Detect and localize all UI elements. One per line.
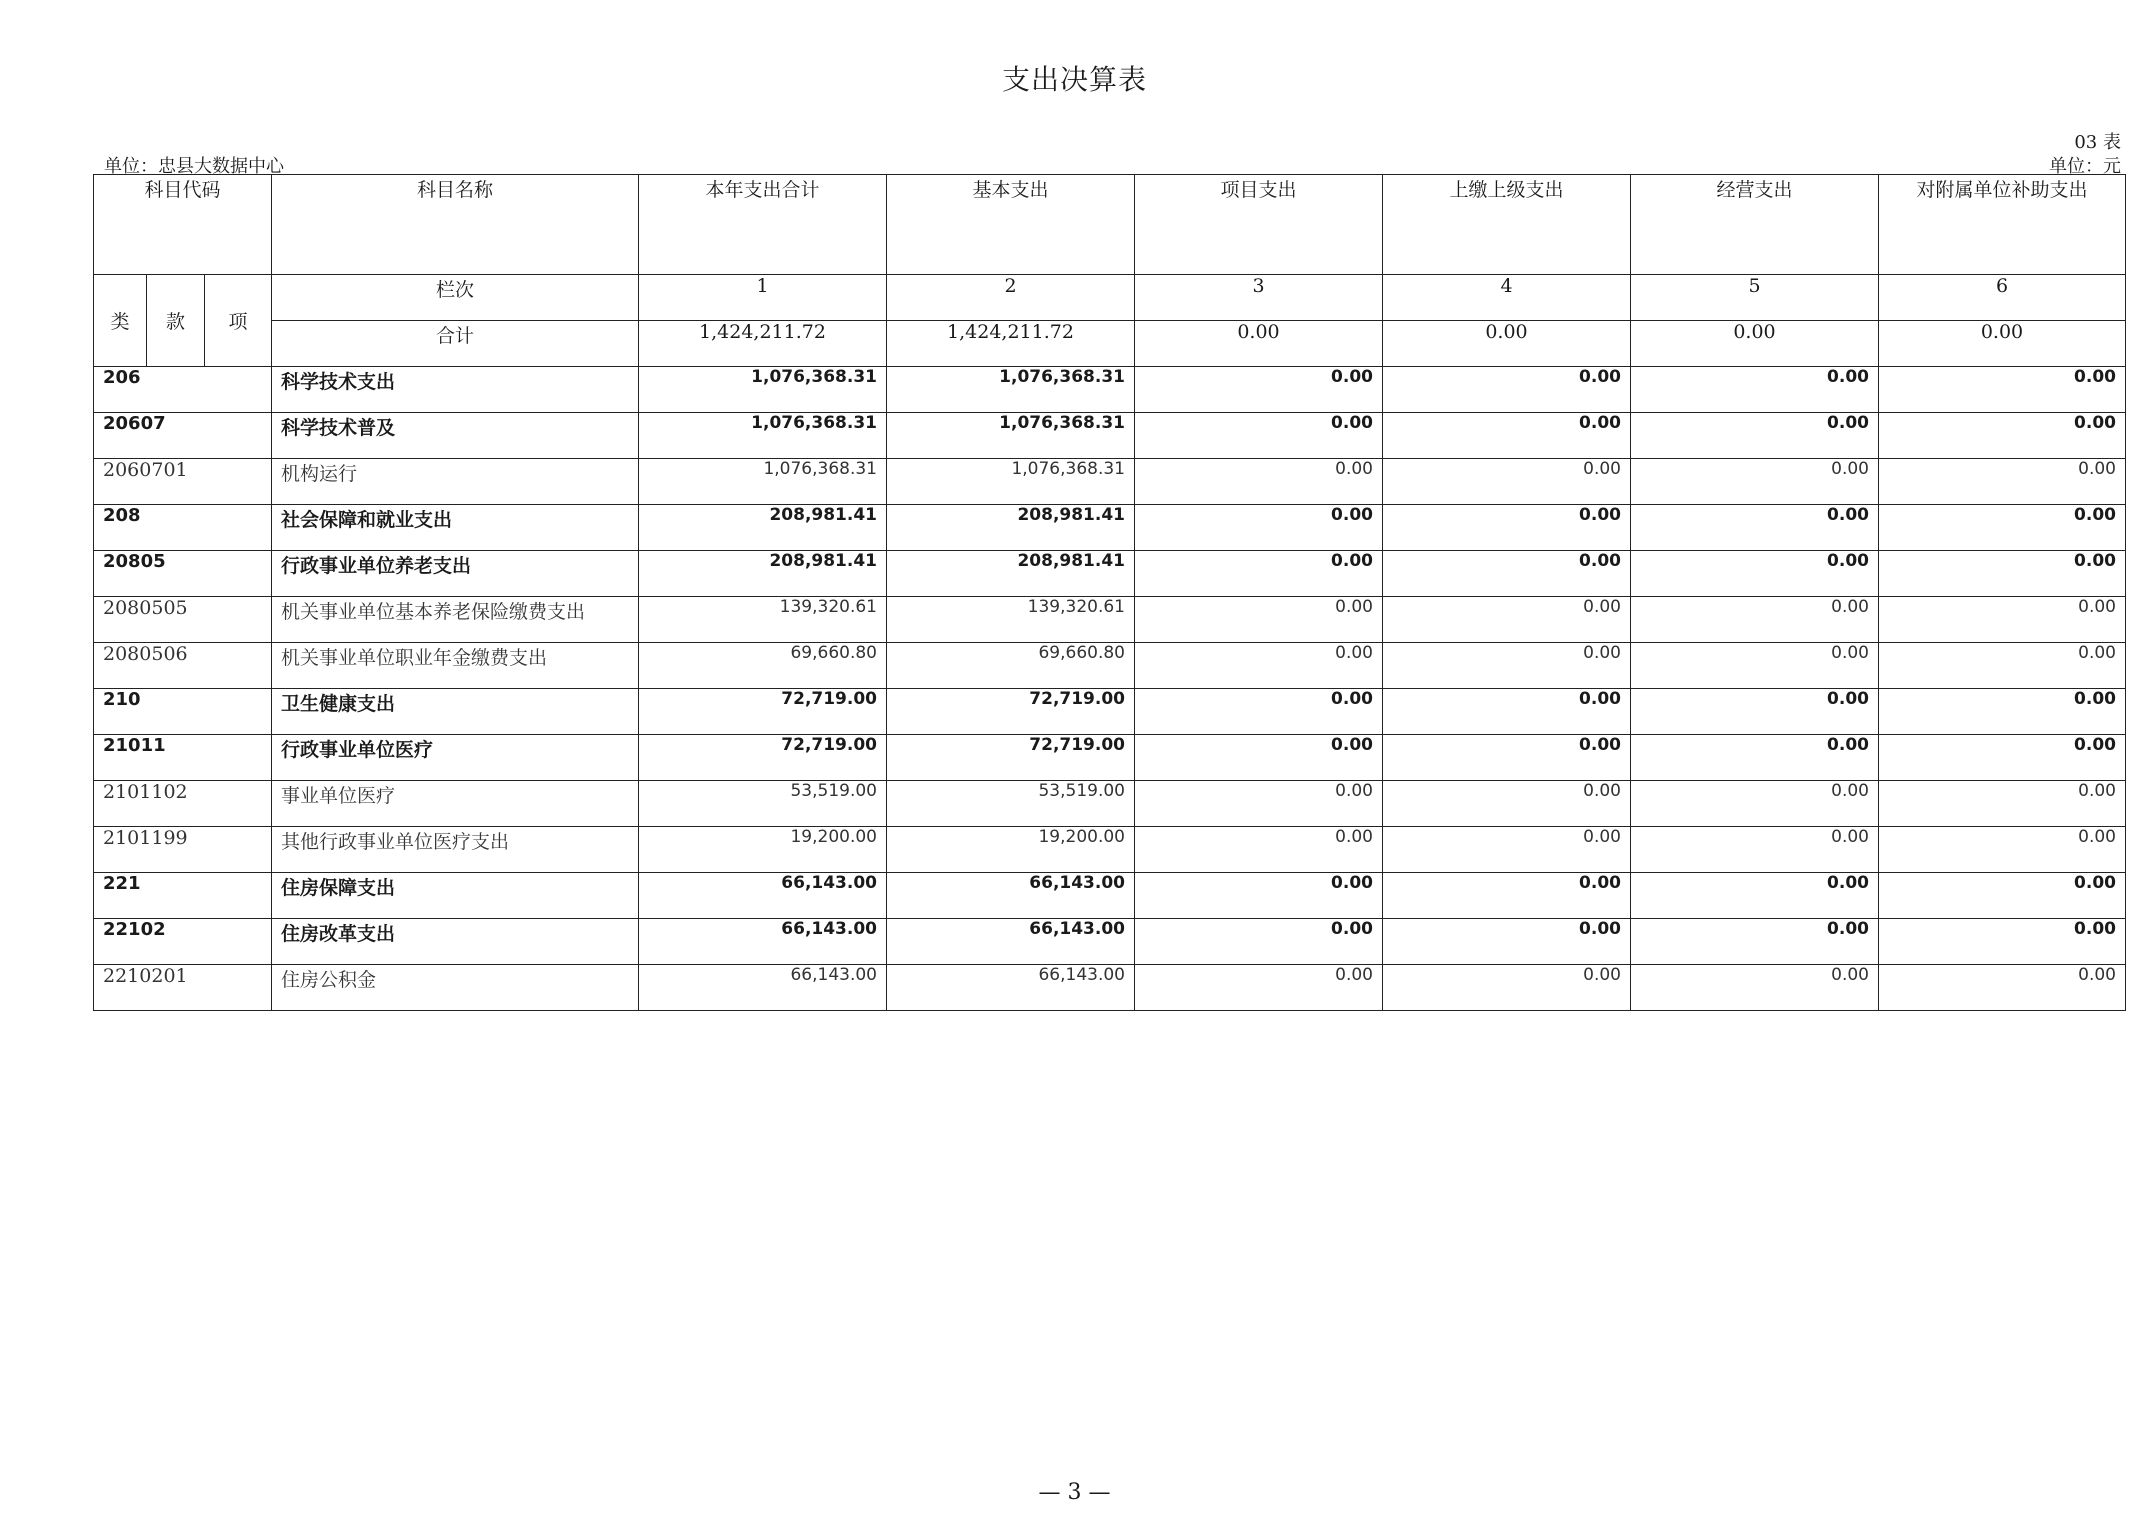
row-code: 208	[94, 505, 272, 551]
currency-unit: 单位：元	[2049, 156, 2121, 177]
header-code: 科目代码	[94, 175, 272, 275]
row-total-value: 208,981.41	[639, 551, 887, 597]
row-name: 机构运行	[272, 459, 639, 505]
reporting-unit: 单位：忠县大数据中心	[104, 156, 284, 177]
row-name: 社会保障和就业支出	[272, 505, 639, 551]
row-remit-value: 0.00	[1383, 919, 1631, 965]
row-operating-value: 0.00	[1631, 873, 1879, 919]
row-total-value: 1,076,368.31	[639, 367, 887, 413]
row-name: 科学技术支出	[272, 367, 639, 413]
row-project-value: 0.00	[1135, 919, 1383, 965]
row-code: 21011	[94, 735, 272, 781]
row-basic-value: 66,143.00	[887, 919, 1135, 965]
row-project-value: 0.00	[1135, 781, 1383, 827]
row-code: 2060701	[94, 459, 272, 505]
row-operating-value: 0.00	[1631, 367, 1879, 413]
row-total-value: 1,076,368.31	[639, 413, 887, 459]
row-project-value: 0.00	[1135, 735, 1383, 781]
header-name: 科目名称	[272, 175, 639, 275]
row-name: 事业单位医疗	[272, 781, 639, 827]
column-number-row	[94, 275, 2126, 321]
row-project-value: 0.00	[1135, 597, 1383, 643]
row-remit-value: 0.00	[1383, 367, 1631, 413]
row-basic-value: 1,076,368.31	[887, 459, 1135, 505]
row-operating-value: 0.00	[1631, 597, 1879, 643]
row-code: 20805	[94, 551, 272, 597]
row-total-value: 19,200.00	[639, 827, 887, 873]
table-row	[94, 919, 2126, 965]
row-remit-value: 0.00	[1383, 643, 1631, 689]
row-code: 2080506	[94, 643, 272, 689]
table-row	[94, 643, 2126, 689]
row-total-value: 72,719.00	[639, 735, 887, 781]
header-total: 本年支出合计	[639, 175, 887, 275]
row-remit-value: 0.00	[1383, 505, 1631, 551]
total-value-5: 0.00	[1631, 321, 1879, 367]
row-remit-value: 0.00	[1383, 459, 1631, 505]
row-project-value: 0.00	[1135, 367, 1383, 413]
row-subsidy-value: 0.00	[1879, 367, 2126, 413]
xiang-label: 项	[205, 275, 272, 367]
row-operating-value: 0.00	[1631, 781, 1879, 827]
row-basic-value: 69,660.80	[887, 643, 1135, 689]
row-code: 210	[94, 689, 272, 735]
col-number-6: 6	[1879, 275, 2126, 321]
row-name: 机关事业单位职业年金缴费支出	[272, 643, 639, 689]
row-operating-value: 0.00	[1631, 735, 1879, 781]
table-row	[94, 781, 2126, 827]
row-operating-value: 0.00	[1631, 505, 1879, 551]
row-remit-value: 0.00	[1383, 735, 1631, 781]
row-total-value: 72,719.00	[639, 689, 887, 735]
row-subsidy-value: 0.00	[1879, 965, 2126, 1011]
header-row	[94, 175, 2126, 275]
row-subsidy-value: 0.00	[1879, 551, 2126, 597]
total-value-3: 0.00	[1135, 321, 1383, 367]
header-remit: 上缴上级支出	[1383, 175, 1631, 275]
row-project-value: 0.00	[1135, 827, 1383, 873]
row-basic-value: 66,143.00	[887, 873, 1135, 919]
row-subsidy-value: 0.00	[1879, 643, 2126, 689]
lei-label: 类	[94, 275, 147, 367]
col-number-5: 5	[1631, 275, 1879, 321]
row-total-value: 69,660.80	[639, 643, 887, 689]
table-row	[94, 367, 2126, 413]
table-row	[94, 735, 2126, 781]
row-subsidy-value: 0.00	[1879, 597, 2126, 643]
row-total-value: 53,519.00	[639, 781, 887, 827]
row-project-value: 0.00	[1135, 505, 1383, 551]
header-project: 项目支出	[1135, 175, 1383, 275]
row-basic-value: 1,076,368.31	[887, 413, 1135, 459]
row-operating-value: 0.00	[1631, 965, 1879, 1011]
row-basic-value: 19,200.00	[887, 827, 1135, 873]
row-basic-value: 53,519.00	[887, 781, 1135, 827]
row-subsidy-value: 0.00	[1879, 689, 2126, 735]
row-name: 机关事业单位基本养老保险缴费支出	[272, 597, 639, 643]
row-name: 行政事业单位医疗	[272, 735, 639, 781]
row-remit-value: 0.00	[1383, 413, 1631, 459]
row-subsidy-value: 0.00	[1879, 873, 2126, 919]
row-code: 22102	[94, 919, 272, 965]
row-project-value: 0.00	[1135, 413, 1383, 459]
table-row	[94, 873, 2126, 919]
row-total-value: 66,143.00	[639, 965, 887, 1011]
total-label: 合计	[272, 321, 639, 367]
row-remit-value: 0.00	[1383, 597, 1631, 643]
total-value-2: 1,424,211.72	[887, 321, 1135, 367]
row-name: 行政事业单位养老支出	[272, 551, 639, 597]
row-project-value: 0.00	[1135, 873, 1383, 919]
table-row	[94, 551, 2126, 597]
row-remit-value: 0.00	[1383, 689, 1631, 735]
row-total-value: 208,981.41	[639, 505, 887, 551]
row-code: 2080505	[94, 597, 272, 643]
row-remit-value: 0.00	[1383, 965, 1631, 1011]
report-title: 支出决算表	[1001, 63, 1147, 96]
row-basic-value: 139,320.61	[887, 597, 1135, 643]
kuan-label: 款	[147, 275, 205, 367]
col-number-4: 4	[1383, 275, 1631, 321]
row-subsidy-value: 0.00	[1879, 505, 2126, 551]
page-number: — 3 —	[1038, 1480, 1111, 1505]
row-code: 2101199	[94, 827, 272, 873]
row-basic-value: 66,143.00	[887, 965, 1135, 1011]
row-subsidy-value: 0.00	[1879, 459, 2126, 505]
row-project-value: 0.00	[1135, 643, 1383, 689]
row-basic-value: 72,719.00	[887, 735, 1135, 781]
row-remit-value: 0.00	[1383, 873, 1631, 919]
table-row	[94, 689, 2126, 735]
row-basic-value: 72,719.00	[887, 689, 1135, 735]
row-code: 2210201	[94, 965, 272, 1011]
row-code: 2101102	[94, 781, 272, 827]
total-value-1: 1,424,211.72	[639, 321, 887, 367]
row-operating-value: 0.00	[1631, 413, 1879, 459]
row-operating-value: 0.00	[1631, 459, 1879, 505]
row-name: 其他行政事业单位医疗支出	[272, 827, 639, 873]
expenditure-table	[93, 174, 2126, 1011]
row-operating-value: 0.00	[1631, 919, 1879, 965]
header-basic: 基本支出	[887, 175, 1135, 275]
total-row	[94, 321, 2126, 367]
row-subsidy-value: 0.00	[1879, 919, 2126, 965]
row-basic-value: 208,981.41	[887, 551, 1135, 597]
row-remit-value: 0.00	[1383, 827, 1631, 873]
row-basic-value: 1,076,368.31	[887, 367, 1135, 413]
row-name: 科学技术普及	[272, 413, 639, 459]
header-operating: 经营支出	[1631, 175, 1879, 275]
row-subsidy-value: 0.00	[1879, 413, 2126, 459]
row-code: 221	[94, 873, 272, 919]
row-project-value: 0.00	[1135, 689, 1383, 735]
table-row	[94, 597, 2126, 643]
row-total-value: 66,143.00	[639, 919, 887, 965]
table-row	[94, 459, 2126, 505]
row-remit-value: 0.00	[1383, 781, 1631, 827]
table-row	[94, 965, 2126, 1011]
col-number-3: 3	[1135, 275, 1383, 321]
row-name: 卫生健康支出	[272, 689, 639, 735]
row-subsidy-value: 0.00	[1879, 735, 2126, 781]
table-row	[94, 413, 2126, 459]
row-total-value: 66,143.00	[639, 873, 887, 919]
row-project-value: 0.00	[1135, 459, 1383, 505]
lanci-label: 栏次	[272, 275, 639, 321]
row-remit-value: 0.00	[1383, 551, 1631, 597]
table-row	[94, 827, 2126, 873]
row-subsidy-value: 0.00	[1879, 827, 2126, 873]
row-name: 住房公积金	[272, 965, 639, 1011]
row-total-value: 139,320.61	[639, 597, 887, 643]
header-subsidy: 对附属单位补助支出	[1879, 175, 2126, 275]
row-basic-value: 208,981.41	[887, 505, 1135, 551]
row-name: 住房改革支出	[272, 919, 639, 965]
form-number: 03 表	[2074, 132, 2121, 153]
row-operating-value: 0.00	[1631, 827, 1879, 873]
row-operating-value: 0.00	[1631, 643, 1879, 689]
table-row	[94, 505, 2126, 551]
col-number-2: 2	[887, 275, 1135, 321]
total-value-6: 0.00	[1879, 321, 2126, 367]
row-code: 206	[94, 367, 272, 413]
total-value-4: 0.00	[1383, 321, 1631, 367]
row-subsidy-value: 0.00	[1879, 781, 2126, 827]
col-number-1: 1	[639, 275, 887, 321]
row-name: 住房保障支出	[272, 873, 639, 919]
row-operating-value: 0.00	[1631, 551, 1879, 597]
row-operating-value: 0.00	[1631, 689, 1879, 735]
row-project-value: 0.00	[1135, 965, 1383, 1011]
row-code: 20607	[94, 413, 272, 459]
row-project-value: 0.00	[1135, 551, 1383, 597]
row-total-value: 1,076,368.31	[639, 459, 887, 505]
